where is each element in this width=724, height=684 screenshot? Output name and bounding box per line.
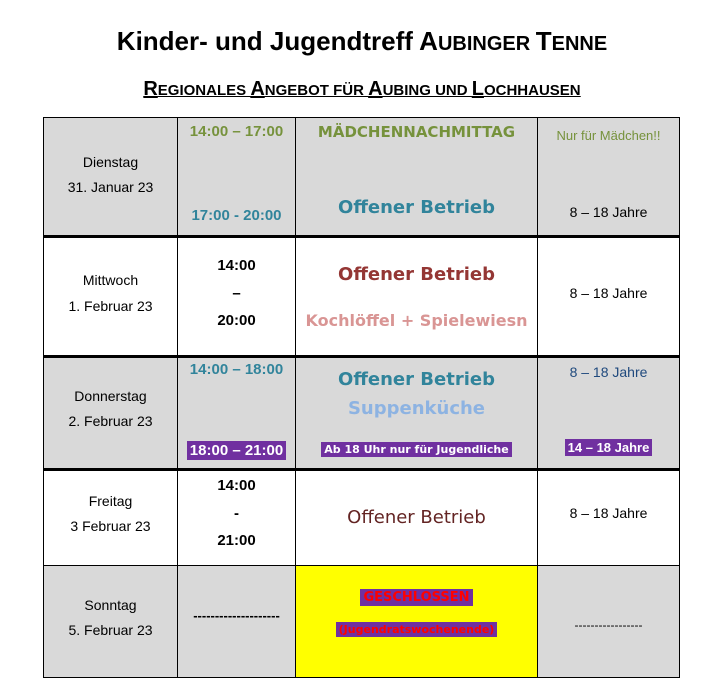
subtitle-l-rest: OCHHAUSEN (483, 82, 581, 99)
subtitle-a-cap: A (250, 78, 265, 100)
program-cell (296, 566, 538, 677)
time-cell (178, 471, 296, 565)
day-name: Sonntag (84, 597, 137, 613)
time-cell (178, 566, 296, 677)
program-cell (296, 471, 538, 565)
program-title: Offener Betrieb (338, 369, 495, 390)
program-title (296, 590, 537, 605)
note-text: 8 – 18 Jahre (569, 285, 648, 301)
time-slot: -------------------- (193, 608, 280, 623)
time-start: 14:00 (217, 477, 256, 494)
title-t-rest: ENNE (551, 33, 608, 55)
program-title: Offener Betrieb (338, 264, 495, 285)
day-cell (44, 358, 178, 468)
program-title: Offener Betrieb (338, 197, 495, 218)
note-text (538, 440, 679, 455)
note-text: ----------------- (574, 618, 643, 632)
time-slot: 14:00 – 17:00 (189, 123, 284, 140)
note-cell (538, 566, 679, 677)
subtitle-a2-cap: A (368, 78, 383, 100)
subtitle-l-cap: L (471, 78, 484, 100)
title-a-rest: UBINGER (437, 33, 536, 55)
time-slot: 14:00 – 18:00 (189, 361, 284, 378)
day-cell (44, 566, 178, 677)
time-end: 21:00 (217, 532, 256, 549)
table-row (44, 238, 679, 356)
time-end: 20:00 (217, 312, 256, 329)
page-subtitle (0, 78, 724, 101)
day-date: 3 Februar 23 (70, 518, 151, 534)
page-title (0, 26, 724, 57)
day-name: Donnerstag (74, 388, 147, 404)
closed-label: GESCHLOSSEN (360, 589, 472, 606)
program-subtitle: Kochlöffel + Spielewiesn (305, 311, 528, 330)
title-t-cap: T (535, 26, 552, 56)
time-start: 14:00 (217, 257, 256, 274)
subtitle-r-rest: EGIONALES (157, 82, 251, 99)
note-cell (538, 238, 679, 356)
closed-reason: (Jugendratswochenende) (336, 622, 498, 637)
day-name: Freitag (88, 493, 133, 509)
time-slot: 17:00 - 20:00 (191, 207, 282, 224)
table-row (44, 118, 679, 236)
day-cell (44, 471, 178, 565)
program-title: MÄDCHENNACHMITTAG (317, 123, 516, 141)
table-row (44, 566, 679, 677)
time-dash: – (232, 285, 241, 302)
schedule-table (43, 117, 680, 678)
program-note (296, 443, 537, 456)
note-cell (538, 471, 679, 565)
day-date: 31. Januar 23 (67, 179, 154, 195)
note-text: 8 – 18 Jahre (569, 364, 648, 380)
time-cell (178, 358, 296, 468)
time-dash: - (234, 505, 239, 522)
time-slot (178, 442, 295, 459)
note-cell (538, 358, 679, 468)
day-date: 5. Februar 23 (68, 622, 153, 638)
day-date: 1. Februar 23 (68, 298, 153, 314)
table-row (44, 471, 679, 565)
day-name: Mittwoch (82, 272, 139, 288)
program-subtitle: Suppenküche (347, 398, 486, 419)
time-slot-highlight: 18:00 – 21:00 (187, 441, 286, 460)
time-cell (178, 118, 296, 236)
subtitle-a-rest: NGEBOT FÜR (264, 82, 369, 99)
program-subtitle (296, 623, 537, 636)
program-title: Offener Betrieb (347, 507, 486, 528)
note-text: Nur für Mädchen!! (556, 128, 661, 143)
program-cell (296, 238, 538, 356)
day-cell (44, 238, 178, 356)
time-cell (178, 238, 296, 356)
note-text: 8 – 18 Jahre (569, 505, 648, 521)
day-cell (44, 118, 178, 236)
note-highlight: 14 – 18 Jahre (565, 439, 653, 456)
table-row (44, 358, 679, 468)
subtitle-r-cap: R (143, 78, 158, 100)
program-note-highlight: Ab 18 Uhr nur für Jugendliche (321, 442, 511, 457)
note-cell (538, 118, 679, 236)
subtitle-a2-rest: UBING UND (382, 82, 472, 99)
program-cell (296, 118, 538, 236)
day-name: Dienstag (82, 154, 139, 170)
program-cell (296, 358, 538, 468)
note-text: 8 – 18 Jahre (569, 204, 648, 220)
title-text: Kinder- und Jugendtreff (116, 26, 420, 56)
title-a-cap: A (419, 26, 438, 56)
day-date: 2. Februar 23 (68, 413, 153, 429)
